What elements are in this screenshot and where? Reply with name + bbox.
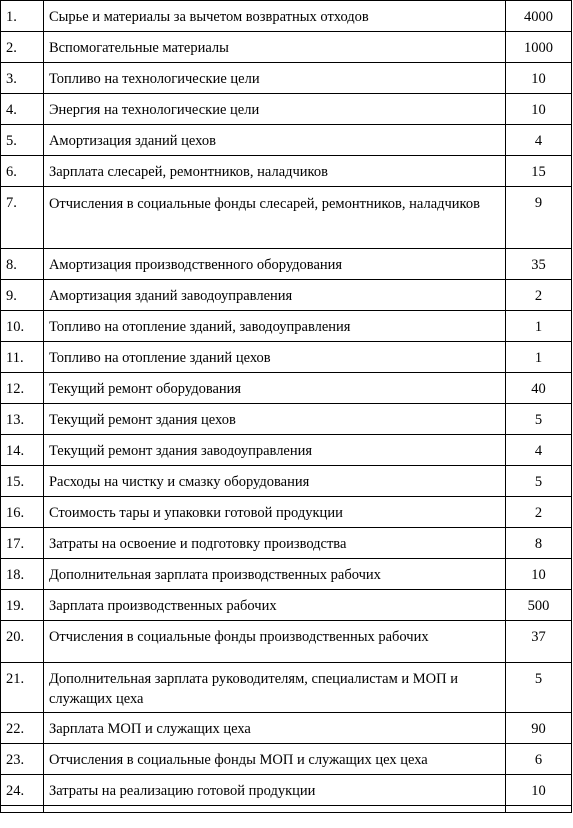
row-value-cell <box>505 559 571 590</box>
row-name: Дополнительная зарплата руководителям, специалистам и МОП и служащих цеха <box>48 671 459 707</box>
table-row <box>1 435 572 466</box>
row-value-cell <box>505 1 571 32</box>
row-name: Топливо на технологические цели <box>48 71 260 87</box>
row-number-cell <box>1 528 44 559</box>
row-name-cell <box>43 125 505 156</box>
row-number: 5. <box>6 133 17 149</box>
row-number: 14. <box>6 443 25 459</box>
row-number-cell <box>1 590 44 621</box>
row-value: 5 <box>534 412 543 428</box>
row-name: Зарплата слесарей, ремонтников, наладчиков <box>48 164 328 180</box>
table-row <box>1 342 572 373</box>
table-row <box>1 528 572 559</box>
row-name-cell <box>43 373 505 404</box>
row-number-cell <box>1 280 44 311</box>
row-value: 35 <box>531 257 546 273</box>
row-name-cell <box>43 280 505 311</box>
table-row <box>1 63 572 94</box>
row-name: Энергия на технологические цели <box>48 102 260 118</box>
row-name: Отчисления в социальные фонды МОП и служащих цех цеха <box>48 752 428 768</box>
row-value-cell <box>505 528 571 559</box>
row-number: 16. <box>6 505 25 521</box>
row-number-cell <box>1 466 44 497</box>
row-number-cell <box>1 373 44 404</box>
row-name-cell <box>43 1 505 32</box>
table-row <box>1 1 572 32</box>
row-value-cell <box>505 404 571 435</box>
table-row <box>1 744 572 775</box>
row-name: Дополнительная зарплата производственных рабочих <box>48 567 381 583</box>
row-number-cell <box>1 404 44 435</box>
row-number-cell <box>1 94 44 125</box>
row-name-cell <box>43 528 505 559</box>
row-name-cell <box>43 249 505 280</box>
row-number-cell <box>1 663 44 713</box>
table-row <box>1 249 572 280</box>
row-value: 10 <box>531 567 546 583</box>
row-name-cell <box>43 435 505 466</box>
row-value-cell <box>505 621 571 663</box>
row-value: 5 <box>534 474 543 490</box>
row-name: Сырье и материалы за вычетом возвратных отходов <box>48 9 369 25</box>
row-number: 18. <box>6 567 25 583</box>
empty-cell <box>43 806 505 813</box>
table-row <box>1 404 572 435</box>
row-value-cell <box>505 94 571 125</box>
row-value-cell <box>505 373 571 404</box>
row-number: 23. <box>6 752 25 768</box>
row-name: Амортизация производственного оборудования <box>48 257 343 273</box>
row-number: 6. <box>6 164 17 180</box>
row-name-cell <box>43 713 505 744</box>
table-row <box>1 125 572 156</box>
row-number-cell <box>1 187 44 249</box>
table-row <box>1 663 572 713</box>
row-value-cell <box>505 744 571 775</box>
row-name-cell <box>43 621 505 663</box>
row-number: 17. <box>6 536 25 552</box>
row-value: 6 <box>534 752 543 768</box>
row-number: 15. <box>6 474 25 490</box>
row-number-cell <box>1 713 44 744</box>
row-name: Отчисления в социальные фонды производственных рабочих <box>48 629 429 645</box>
row-name-cell <box>43 744 505 775</box>
row-number-cell <box>1 249 44 280</box>
row-name-cell <box>43 187 505 249</box>
row-name: Топливо на отопление зданий, заводоуправления <box>48 319 351 335</box>
row-number: 9. <box>6 288 17 304</box>
table-row <box>1 311 572 342</box>
row-value-cell <box>505 497 571 528</box>
row-name-cell <box>43 466 505 497</box>
row-value: 9 <box>534 195 543 211</box>
row-value-cell <box>505 663 571 713</box>
row-name-cell <box>43 342 505 373</box>
row-number: 24. <box>6 783 25 799</box>
row-name: Текущий ремонт здания заводоуправления <box>48 443 313 459</box>
row-name-cell <box>43 404 505 435</box>
row-value: 2 <box>534 288 543 304</box>
row-value-cell <box>505 156 571 187</box>
row-number-cell <box>1 63 44 94</box>
row-number: 20. <box>6 629 25 645</box>
row-name: Амортизация зданий цехов <box>48 133 216 149</box>
row-name: Затраты на реализацию готовой продукции <box>48 783 316 799</box>
row-number-cell <box>1 435 44 466</box>
row-number: 8. <box>6 257 17 273</box>
row-value: 40 <box>531 381 546 397</box>
table-row <box>1 497 572 528</box>
row-number-cell <box>1 1 44 32</box>
row-value: 1 <box>534 319 543 335</box>
row-name: Стоимость тары и упаковки готовой продукции <box>48 505 343 521</box>
row-name-cell <box>43 32 505 63</box>
row-value: 10 <box>531 783 546 799</box>
row-number-cell <box>1 156 44 187</box>
row-value-cell <box>505 775 571 806</box>
table-row <box>1 621 572 663</box>
table-row <box>1 713 572 744</box>
row-name: Затраты на освоение и подготовку производства <box>48 536 347 552</box>
table-row <box>1 466 572 497</box>
row-value: 37 <box>531 629 546 645</box>
row-name-cell <box>43 663 505 713</box>
table-row <box>1 187 572 249</box>
table-row-partial <box>1 806 572 813</box>
row-number: 3. <box>6 71 17 87</box>
row-value-cell <box>505 63 571 94</box>
row-value-cell <box>505 466 571 497</box>
table-row <box>1 559 572 590</box>
table-row <box>1 373 572 404</box>
row-name: Расходы на чистку и смазку оборудования <box>48 474 310 490</box>
row-value: 1 <box>534 350 543 366</box>
row-value: 5 <box>534 671 543 687</box>
row-name: Отчисления в социальные фонды слесарей, ремонтников, наладчиков <box>48 196 480 212</box>
row-number: 13. <box>6 412 25 428</box>
table-row <box>1 94 572 125</box>
row-value-cell <box>505 32 571 63</box>
row-value-cell <box>505 435 571 466</box>
row-number: 7. <box>6 195 17 211</box>
row-number-cell <box>1 125 44 156</box>
row-name-cell <box>43 559 505 590</box>
row-value-cell <box>505 249 571 280</box>
row-number: 11. <box>6 350 24 366</box>
row-value: 8 <box>534 536 543 552</box>
row-name-cell <box>43 63 505 94</box>
row-value-cell <box>505 280 571 311</box>
row-name-cell <box>43 775 505 806</box>
row-name: Топливо на отопление зданий цехов <box>48 350 271 366</box>
row-value: 2 <box>534 505 543 521</box>
row-name: Текущий ремонт здания цехов <box>48 412 236 428</box>
row-value: 4 <box>534 133 543 149</box>
row-number: 19. <box>6 598 25 614</box>
row-name-cell <box>43 311 505 342</box>
table-row <box>1 280 572 311</box>
row-value: 4000 <box>523 9 553 25</box>
row-number-cell <box>1 32 44 63</box>
row-value-cell <box>505 187 571 249</box>
row-name: Зарплата производственных рабочих <box>48 598 277 614</box>
row-name: Амортизация зданий заводоуправления <box>48 288 293 304</box>
row-name: Зарплата МОП и служащих цеха <box>48 721 251 737</box>
table-row <box>1 775 572 806</box>
empty-cell <box>505 806 571 813</box>
row-name-cell <box>43 156 505 187</box>
row-number: 10. <box>6 319 25 335</box>
row-number-cell <box>1 497 44 528</box>
row-number: 1. <box>6 9 17 25</box>
table-row <box>1 590 572 621</box>
row-name: Вспомогательные материалы <box>48 40 229 56</box>
row-value: 15 <box>531 164 546 180</box>
row-value: 90 <box>531 721 546 737</box>
row-name: Текущий ремонт оборудования <box>48 381 242 397</box>
row-number: 4. <box>6 102 17 118</box>
row-name-cell <box>43 590 505 621</box>
row-number-cell <box>1 744 44 775</box>
row-number: 12. <box>6 381 25 397</box>
row-number-cell <box>1 559 44 590</box>
row-value-cell <box>505 713 571 744</box>
row-value: 10 <box>531 71 546 87</box>
row-number-cell <box>1 342 44 373</box>
row-number-cell <box>1 775 44 806</box>
row-number: 2. <box>6 40 17 56</box>
row-value-cell <box>505 125 571 156</box>
row-value-cell <box>505 342 571 373</box>
row-value: 500 <box>527 598 550 614</box>
row-value-cell <box>505 311 571 342</box>
row-number-cell <box>1 621 44 663</box>
row-name-cell <box>43 497 505 528</box>
row-number: 21. <box>6 671 25 687</box>
row-value: 4 <box>534 443 543 459</box>
row-name-cell <box>43 94 505 125</box>
row-number-cell <box>1 311 44 342</box>
row-number: 22. <box>6 721 25 737</box>
table-row <box>1 156 572 187</box>
row-value-cell <box>505 590 571 621</box>
empty-cell <box>1 806 44 813</box>
row-value: 1000 <box>523 40 553 56</box>
row-value: 10 <box>531 102 546 118</box>
table-row <box>1 32 572 63</box>
